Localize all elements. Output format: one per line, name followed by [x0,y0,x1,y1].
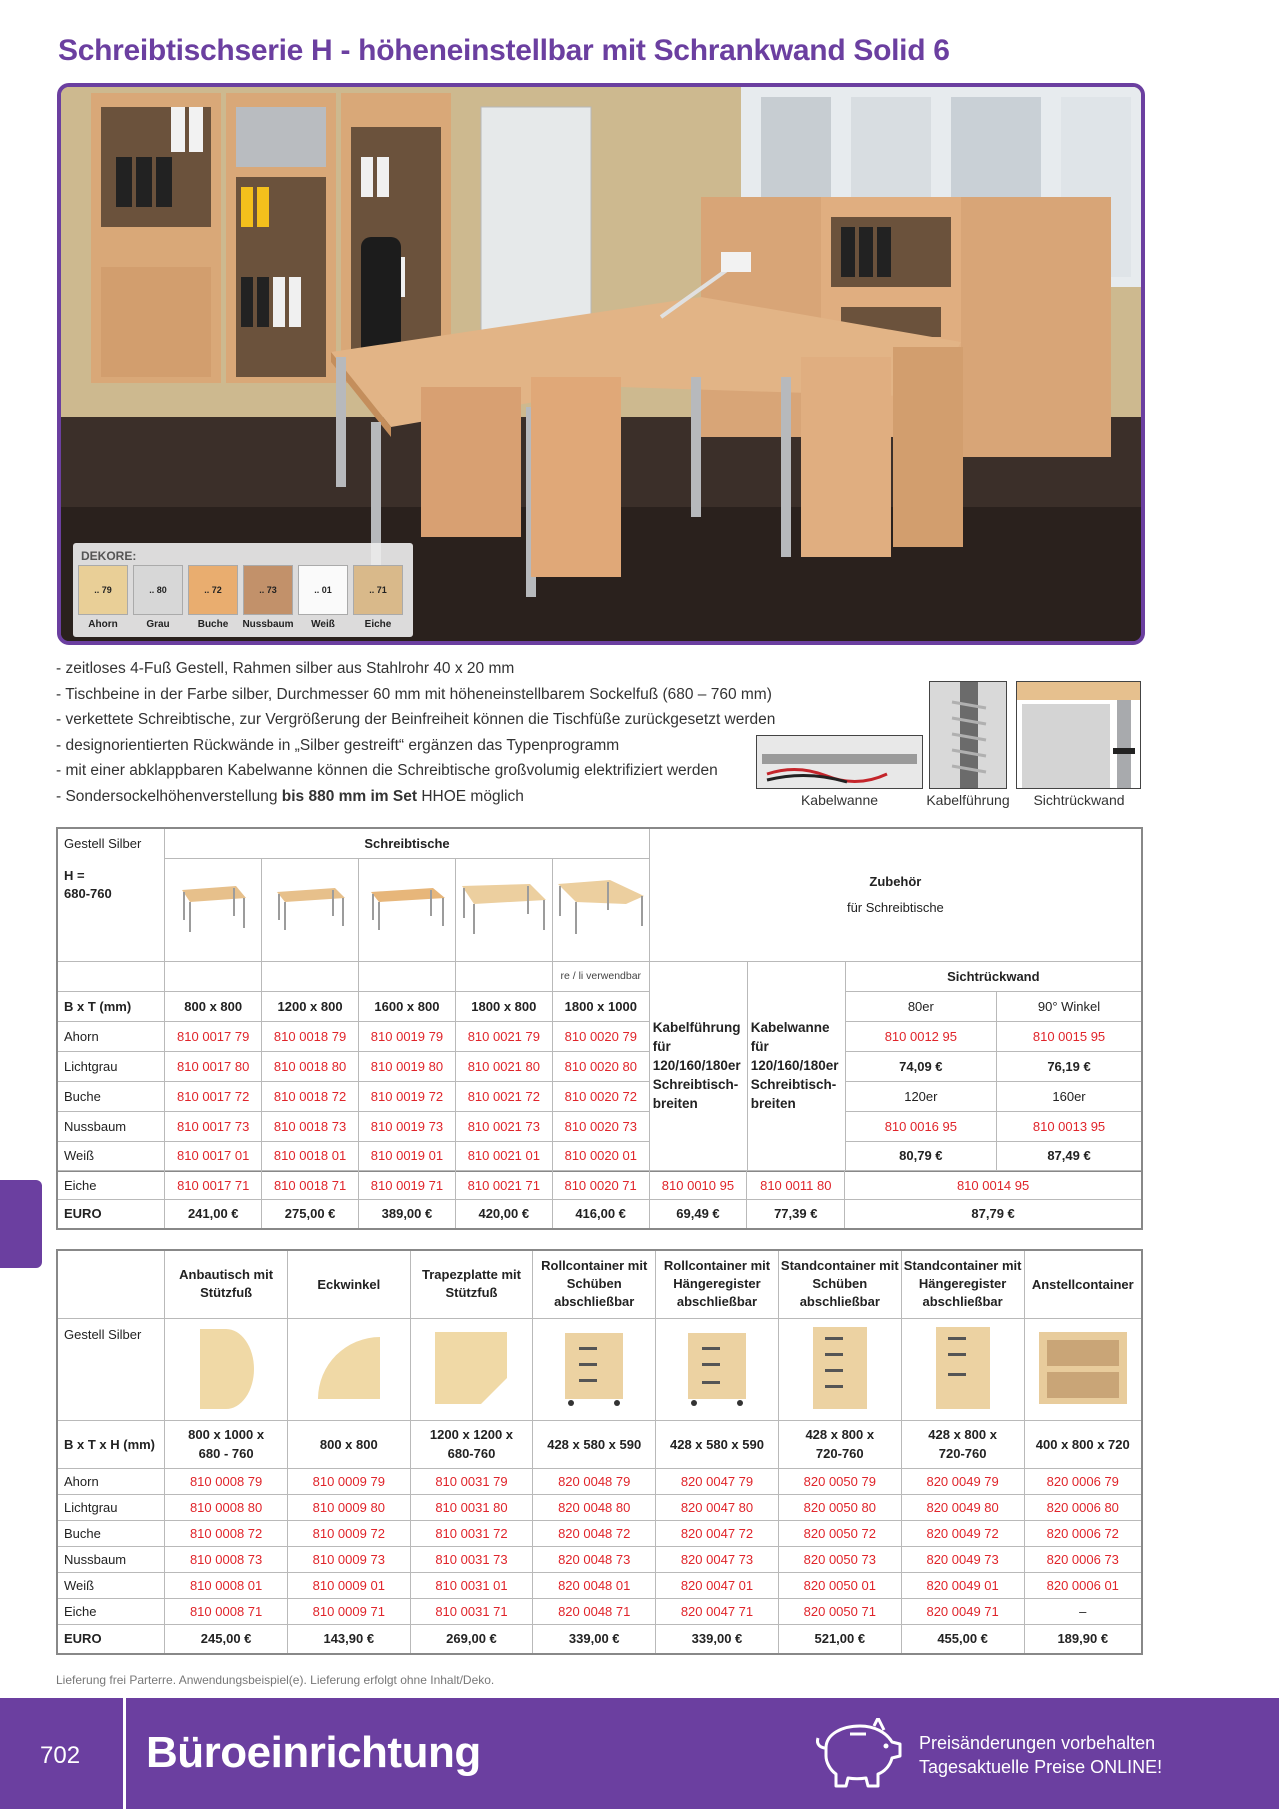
article-code: 810 0013 95 [997,1111,1142,1141]
article-code: 810 0019 73 [358,1111,455,1141]
article-code: 820 0047 79 [656,1468,779,1494]
desk-image-1200 [262,858,359,961]
swatch-ahorn [78,565,128,615]
article-code: 810 0008 79 [165,1468,288,1494]
price-cell: 339,00 € [533,1624,656,1654]
swatch-name: Ahorn [88,619,118,630]
sichtrueckwand-header: Sichtrückwand [845,961,1142,991]
size-label: B x T (mm) [57,991,165,1021]
col-header: Anbautisch mit Stützfuß [165,1250,288,1318]
feature-list [56,656,775,810]
article-code: 820 0047 71 [656,1598,779,1624]
dekore-panel [73,543,413,637]
article-code: 810 0015 95 [997,1021,1142,1051]
article-code: 810 0008 73 [165,1546,288,1572]
article-code: 820 0049 71 [901,1598,1024,1624]
desk-image-800 [165,858,262,961]
feature-item: - zeitloses 4-Fuß Gestell, Rahmen silber aus Stahlrohr 40 x 20 mm [56,660,515,677]
swatch-code: .. 80 [149,585,167,595]
article-code: 810 0020 79 [552,1021,649,1051]
swatch-name: Grau [146,619,170,630]
desk-table [56,827,1143,1172]
article-code: 810 0031 72 [410,1520,533,1546]
price-note-line2: Tagesaktuelle Preise ONLINE! [919,1757,1163,1777]
article-code: 820 0050 73 [778,1546,901,1572]
group-header-schreibtische: Schreibtische [165,828,650,858]
size-cell: 800 x 800 [165,991,262,1021]
article-code: 820 0047 73 [656,1546,779,1572]
swatch-name: Nussbaum [242,619,294,630]
sichtrueckwand-image [1016,681,1141,789]
article-code: 810 0018 72 [262,1081,359,1111]
price-note-line1: Preisänderungen vorbehalten [919,1733,1156,1753]
article-code: 810 0009 73 [287,1546,410,1572]
price-cell: 389,00 € [359,1200,456,1229]
article-code: 810 0017 80 [165,1051,262,1081]
row-label: Nussbaum [57,1111,165,1141]
standcontainer-haengeregister-image [901,1318,1024,1420]
price-cell: 241,00 € [165,1200,262,1229]
article-code: 810 0018 79 [262,1021,359,1051]
size-cell: 800 x 800 [287,1420,410,1468]
anstellcontainer-image [1024,1318,1142,1420]
feature-text: HHOE möglich [417,787,524,805]
trapezplatte-image [410,1318,533,1420]
swatch-code: .. 72 [204,585,222,595]
article-code: 810 0009 80 [287,1494,410,1520]
zubehoer-line2: für Schreibtische [846,899,944,915]
size-cell: 1200 x 800 [262,991,359,1021]
feature-item [56,784,775,810]
kabelwanne-image [756,735,923,789]
desk-image-1600 [358,858,455,961]
article-code: 820 0050 80 [778,1494,901,1520]
price-cell: 77,39 € [747,1200,845,1229]
row-label: Buche [57,1081,165,1111]
frame-label: Gestell Silber [57,1318,165,1420]
empty-cell [57,961,165,991]
desk-table-lower [56,1170,1143,1230]
page-title: Schreibtischserie H - höheneinstellbar mit Schrankwand Solid 6 [58,34,950,67]
price-cell: 420,00 € [455,1200,552,1229]
size-cell: 800 x 1000 x 680 - 760 [165,1420,288,1468]
article-code: 810 0017 01 [165,1141,262,1171]
article-code: 820 0049 80 [901,1494,1024,1520]
feature-item: - mit einer abklappbaren Kabelwanne können die Schreibtische großvolumig elektrifiziert werden [56,762,718,780]
article-code: 820 0049 73 [901,1546,1024,1572]
price-cell: 87,79 € [845,1200,1142,1229]
article-code: 810 0021 72 [455,1081,552,1111]
article-code: 810 0008 01 [165,1572,288,1598]
price-cell: 269,00 € [410,1624,533,1654]
dekore-title: DEKORE: [81,549,137,563]
article-code: 810 0018 80 [262,1051,359,1081]
rollcontainer-haengeregister-image [656,1318,779,1420]
article-code: 810 0011 80 [747,1171,845,1200]
article-code: 810 0018 73 [262,1111,359,1141]
size-label: B x T x H (mm) [57,1420,165,1468]
price-cell: 275,00 € [262,1200,359,1229]
article-code: 820 0047 80 [656,1494,779,1520]
desk-image-1800 [455,858,552,961]
article-code: 810 0019 79 [358,1021,455,1051]
kabelfuehrung-cell: Kabelführung für 120/160/180er Schreibtisch-breiten [649,961,747,1171]
row-label: Ahorn [57,1021,165,1051]
article-code: 820 0050 71 [778,1598,901,1624]
height-value: 680-760 [64,886,112,901]
article-code: 820 0006 01 [1024,1572,1142,1598]
swatch-code: .. 71 [369,585,387,595]
article-code: 810 0014 95 [845,1171,1142,1200]
price-cell: 455,00 € [901,1624,1024,1654]
empty-cell [57,1250,165,1318]
zubehoer-line1: Zubehör [869,873,922,889]
swatch-name: Buche [197,619,229,630]
row-label: Lichtgrau [57,1494,165,1520]
article-code: 810 0009 72 [287,1520,410,1546]
empty-cell [358,961,455,991]
article-code: 820 0049 01 [901,1572,1024,1598]
s80-label: 80er [845,991,996,1021]
article-code: 820 0048 79 [533,1468,656,1494]
article-code: 820 0050 01 [778,1572,901,1598]
swatch-code: .. 01 [314,585,332,595]
delivery-note: Lieferung frei Parterre. Anwendungsbeispiel(e). Lieferung erfolgt ohne Inhalt/Deko. [56,1673,495,1687]
kabelfuehrung-caption: Kabelführung [926,792,1010,808]
col-header: Standcontainer mit Schüben abschließbar [778,1250,901,1318]
article-code: 810 0031 79 [410,1468,533,1494]
article-code: 810 0012 95 [845,1021,996,1051]
article-code: 810 0010 95 [649,1171,747,1200]
row-label: Weiß [57,1141,165,1171]
price-cell: 143,90 € [287,1624,410,1654]
article-code: 820 0047 01 [656,1572,779,1598]
row-label: Lichtgrau [57,1051,165,1081]
page-number: 702 [40,1742,81,1769]
piggy-bank-icon [812,1718,904,1795]
size-cell: 400 x 800 x 720 [1024,1420,1142,1468]
article-code: 820 0006 79 [1024,1468,1142,1494]
frame-cell [57,828,165,961]
swatch-weiss [298,565,348,615]
article-code: 810 0031 71 [410,1598,533,1624]
hero-office-photo [57,83,1145,645]
price-cell: 69,49 € [649,1200,747,1229]
article-code: 820 0047 72 [656,1520,779,1546]
price-note [919,1731,1162,1779]
page-footer [0,1698,1279,1809]
col-header: Trapezplatte mit Stützfuß [410,1250,533,1318]
sichtrueckwand-caption: Sichtrückwand [1033,792,1125,808]
article-code: 810 0018 71 [262,1171,359,1200]
article-code: 820 0048 71 [533,1598,656,1624]
row-label: Weiß [57,1572,165,1598]
article-code: 820 0048 01 [533,1572,656,1598]
empty-cell [262,961,359,991]
swatch-buche [188,565,238,615]
article-code: 810 0008 80 [165,1494,288,1520]
size-cell: 1200 x 1200 x 680-760 [410,1420,533,1468]
article-code: 810 0019 71 [359,1171,456,1200]
feature-item: - verkettete Schreibtische, zur Vergrößerung der Beinfreiheit können die Tischfüße zurückgesetzt werden [56,711,776,729]
s120-label: 120er [845,1081,996,1111]
article-code: 810 0020 01 [552,1141,649,1171]
article-code: 820 0006 72 [1024,1520,1142,1546]
size-cell: 428 x 580 x 590 [533,1420,656,1468]
article-code: 820 0048 80 [533,1494,656,1520]
article-code: 810 0008 71 [165,1598,288,1624]
article-code: 810 0021 71 [455,1171,552,1200]
s90-label: 90° Winkel [997,991,1142,1021]
swatch-nussbaum [243,565,293,615]
col-header: Standcontainer mit Hängeregister abschließbar [901,1250,1024,1318]
row-label: Eiche [57,1171,165,1200]
kabelwanne-cell: Kabelwanne für 120/160/180er Schreibtisch-breiten [747,961,845,1171]
article-code: 810 0018 01 [262,1141,359,1171]
price-cell: 74,09 € [845,1051,996,1081]
col-header: Rollcontainer mit Schüben abschließbar [533,1250,656,1318]
row-label: Ahorn [57,1468,165,1494]
article-code: 810 0016 95 [845,1111,996,1141]
article-code: 810 0020 73 [552,1111,649,1141]
section-side-tab [0,1180,42,1268]
swatch-eiche [353,565,403,615]
standcontainer-schueben-image [778,1318,901,1420]
col-header: Anstellcontainer [1024,1250,1142,1318]
article-code: 810 0031 01 [410,1572,533,1598]
height-label: H = [64,868,85,883]
swatch-code: .. 79 [94,585,112,595]
article-code: 810 0020 72 [552,1081,649,1111]
article-code: 810 0008 72 [165,1520,288,1546]
article-code: 810 0009 71 [287,1598,410,1624]
price-cell: 87,49 € [997,1141,1142,1171]
row-label: Buche [57,1520,165,1546]
article-code: 820 0006 73 [1024,1546,1142,1572]
article-code: – [1024,1598,1142,1624]
kabelfuehrung-image [929,681,1007,789]
article-code: 820 0048 72 [533,1520,656,1546]
size-cell: 1800 x 1000 [552,991,649,1021]
article-code: 810 0021 80 [455,1051,552,1081]
euro-label: EURO [57,1200,165,1229]
article-code: 810 0021 79 [455,1021,552,1051]
size-cell: 428 x 800 x 720-760 [778,1420,901,1468]
price-cell: 80,79 € [845,1141,996,1171]
frame-label: Gestell Silber [64,836,142,851]
price-cell: 339,00 € [656,1624,779,1654]
article-code: 810 0021 73 [455,1111,552,1141]
feature-item: - Tischbeine in der Farbe silber, Durchmesser 60 mm mit höheneinstellbarem Sockelfuß (680 – 760 mm) [56,685,772,703]
article-code: 820 0050 72 [778,1520,901,1546]
article-code: 810 0021 01 [455,1141,552,1171]
row-label: Eiche [57,1598,165,1624]
empty-cell [165,961,262,991]
article-code: 820 0006 80 [1024,1494,1142,1520]
feature-text: - Sondersockelhöhenverstellung [56,787,282,805]
article-code: 810 0019 80 [358,1051,455,1081]
swatch-grau [133,565,183,615]
article-code: 810 0017 71 [165,1171,262,1200]
reversible-note: re / li verwendbar [552,961,649,991]
article-code: 810 0031 80 [410,1494,533,1520]
feature-item: - designorientierten Rückwände in „Silber gestreift“ ergänzen das Typenprogramm [56,736,620,754]
price-cell: 416,00 € [552,1200,649,1229]
article-code: 810 0020 80 [552,1051,649,1081]
size-cell: 428 x 580 x 590 [656,1420,779,1468]
swatch-code: .. 73 [259,585,277,595]
col-header: Rollcontainer mit Hängeregister abschließbar [656,1250,779,1318]
article-code: 810 0009 01 [287,1572,410,1598]
price-cell: 521,00 € [778,1624,901,1654]
article-code: 810 0017 73 [165,1111,262,1141]
swatch-name: Weiß [311,619,335,630]
desk-image-1800x1000 [552,858,649,961]
euro-label: EURO [57,1624,165,1654]
price-cell: 189,90 € [1024,1624,1142,1654]
size-cell: 1600 x 800 [358,991,455,1021]
rollcontainer-schueben-image [533,1318,656,1420]
accessory-table [56,1249,1143,1655]
article-code: 810 0020 71 [552,1171,649,1200]
section-title: Büroeinrichtung [146,1728,481,1777]
row-label: Nussbaum [57,1546,165,1572]
feature-bold-text: bis 880 mm im Set [281,787,418,805]
article-code: 820 0049 79 [901,1468,1024,1494]
article-code: 810 0017 79 [165,1021,262,1051]
kabelwanne-caption: Kabelwanne [800,792,879,808]
anbautisch-image [165,1318,288,1420]
article-code: 820 0050 79 [778,1468,901,1494]
price-cell: 245,00 € [165,1624,288,1654]
size-cell: 1800 x 800 [455,991,552,1021]
article-code: 810 0031 73 [410,1546,533,1572]
article-code: 820 0048 73 [533,1546,656,1572]
article-code: 820 0049 72 [901,1520,1024,1546]
article-code: 810 0009 79 [287,1468,410,1494]
col-header: Eckwinkel [287,1250,410,1318]
article-code: 810 0019 01 [358,1141,455,1171]
article-code: 810 0019 72 [358,1081,455,1111]
eckwinkel-image [287,1318,410,1420]
size-cell: 428 x 800 x 720-760 [901,1420,1024,1468]
empty-cell [455,961,552,991]
article-code: 810 0017 72 [165,1081,262,1111]
footer-divider [123,1698,126,1809]
zubehoer-header [649,828,1142,961]
s160-label: 160er [997,1081,1142,1111]
price-cell: 76,19 € [997,1051,1142,1081]
swatch-name: Eiche [364,619,392,630]
